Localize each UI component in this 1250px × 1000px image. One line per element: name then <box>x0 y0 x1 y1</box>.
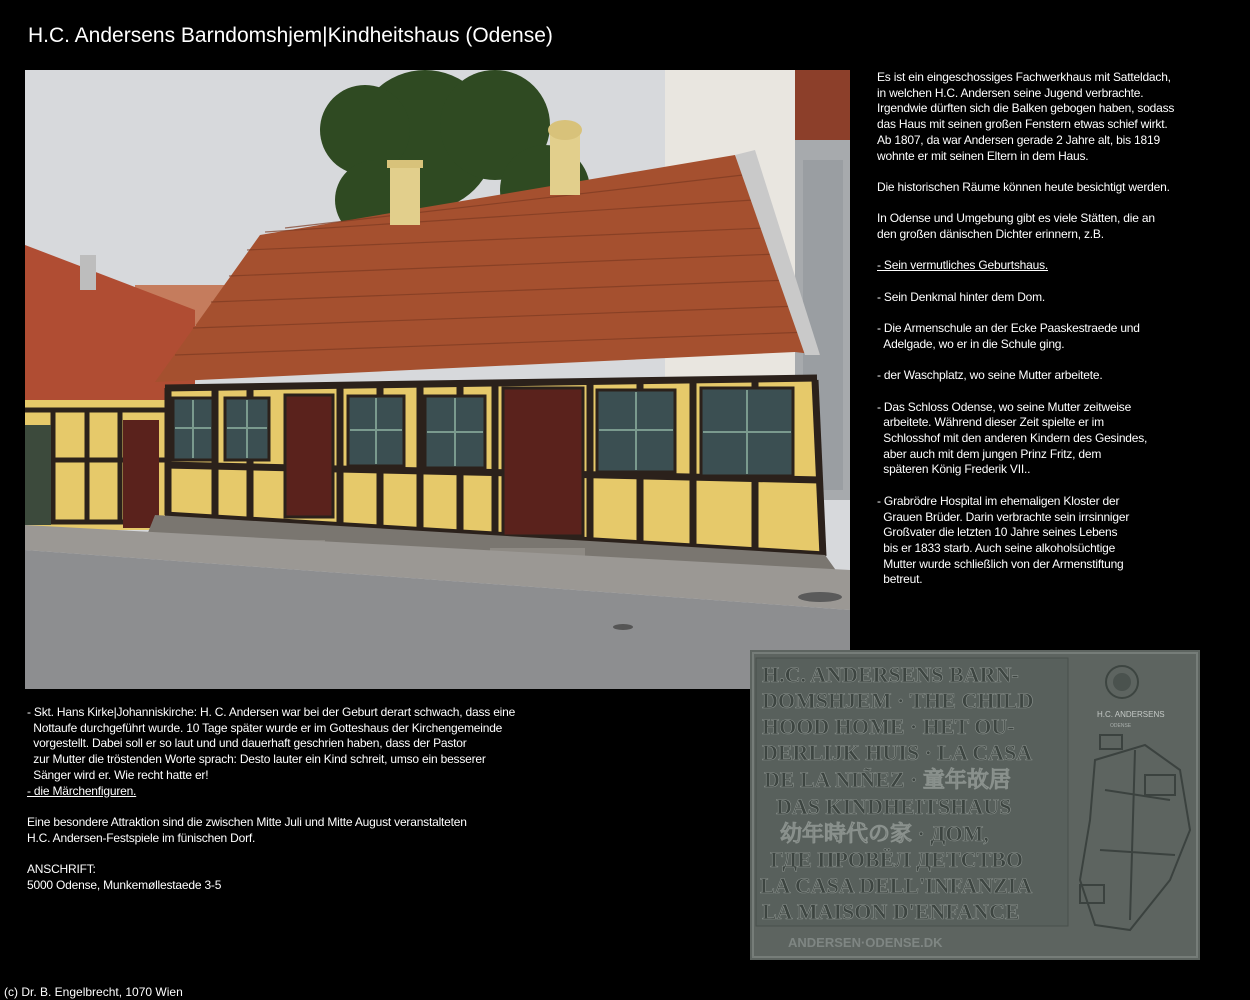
church-item: - Skt. Hans Kirke|Johanniskirche: H. C. Andersen war bei der Geburt derart schwach, dass eine Nottaufe durchgeführt wurde. 10 Tage später wurde er im Gotteshaus der Kirchengemeinde vorgestellt. Dabei soll er so laut und und dauerhaft geschrien haben, dass der Pastor zur Mutter die tröstenden Worte sprach: Desto lauter ein Kind schreit, umso ein besserer Sänger wird er. Wie recht hatte er! <box>27 705 516 782</box>
festival-paragraph: Eine besondere Attraktion sind die zwischen Mitte Juli und Mitte August veranstalteten H.C. Andersen-Festspiele im fünischen Dorf. <box>27 814 467 845</box>
address-block <box>27 862 567 893</box>
bottom-text-block <box>27 705 567 909</box>
plaque-line: LA MAISON D'ENFANCE <box>762 899 1020 924</box>
rooms-paragraph: Die historischen Räume können heute besichtigt werden. <box>877 179 1170 194</box>
plaque-url: ANDERSEN·ODENSE.DK <box>788 935 943 950</box>
description-column <box>877 70 1207 604</box>
school-item: - Die Armenschule an der Ecke Paaskestraede und Adelgade, wo er in die Schule ging. <box>877 321 1140 351</box>
copyright-footer: (c) Dr. B. Engelbrecht, 1070 Wien <box>4 985 183 999</box>
plaque-brand: H.C. ANDERSENS <box>1097 710 1165 719</box>
plaque-line: ГДЕ ПРОВЁЛ ДЕТСТВО <box>770 847 1023 872</box>
plaque-line: DERLIJK HUIS · LA CASA <box>762 740 1033 765</box>
plaque-photo <box>750 650 1200 960</box>
page-title: H.C. Andersens Barndomshjem|Kindheitshaus (Odense) <box>28 24 553 47</box>
washplace-item: - der Waschplatz, wo seine Mutter arbeitete. <box>877 368 1103 383</box>
places-paragraph: In Odense und Umgebung gibt es viele Stätten, die an den großen dänischen Dichter erinnern, z.B. <box>877 211 1155 241</box>
house-photo <box>25 70 850 689</box>
plaque-line: H.C. ANDERSENS BARN- <box>762 662 1019 687</box>
fairytale-figures-link[interactable]: - die Märchenfiguren. <box>27 783 137 798</box>
address-label: ANSCHRIFT: <box>27 862 96 876</box>
front-door-right <box>503 388 583 536</box>
plaque-line: 幼年時代の家 · ДОМ, <box>780 821 989 846</box>
address-value: 5000 Odense, Munkemøllestaede 3-5 <box>27 877 222 892</box>
monument-item: - Sein Denkmal hinter dem Dom. <box>877 289 1046 304</box>
plaque-line: DAS KINDHEITSHAUS <box>776 794 1012 819</box>
plaque-line: HOOD HOME · HET OU- <box>762 714 1015 739</box>
plaque-line: DE LA NIÑEZ · 童年故居 <box>764 767 1011 792</box>
hospital-item: - Grabrödre Hospital im ehemaligen Kloster der Grauen Brüder. Darin verbrachte sein irrsinniger Großvater die letzten 10 Jahre seines Lebens bis er 1833 starb. Auch seine alkoholsüchtige Mutter wurde schließlich von der Armenstiftung betreut. <box>877 493 1130 587</box>
castle-item: - Das Schloss Odense, wo seine Mutter zeitweise arbeitete. Während dieser Zeit spielte er im Schlosshof mit den anderen Kindern des Gesindes, aber auch mit dem jungen Prinz Fritz, dem späteren König Frederik VII.. <box>877 399 1148 477</box>
front-door-left <box>285 395 333 517</box>
birthplace-link[interactable]: - Sein vermutliches Geburtshaus. <box>877 258 1049 273</box>
plaque-line: DOMSHJEM · THE CHILD <box>762 688 1034 713</box>
plaque-brand-sub: ODENSE <box>1110 723 1132 729</box>
intro-paragraph: Es ist ein eingeschossiges Fachwerkhaus mit Satteldach, in welchen H.C. Andersen seine Jugend verbrachte. Irgendwie dürften sich die Balken gebogen haben, sodass das Haus mit seinen großen Fenstern etwas schief wirkt. Ab 1807, da war Andersen gerade 2 Jahre alt, bis 1819 wohnte er mit seinen Eltern in dem Haus. <box>877 70 1175 163</box>
plaque-line: LA CASA DELL'INFANZIA <box>760 873 1033 898</box>
